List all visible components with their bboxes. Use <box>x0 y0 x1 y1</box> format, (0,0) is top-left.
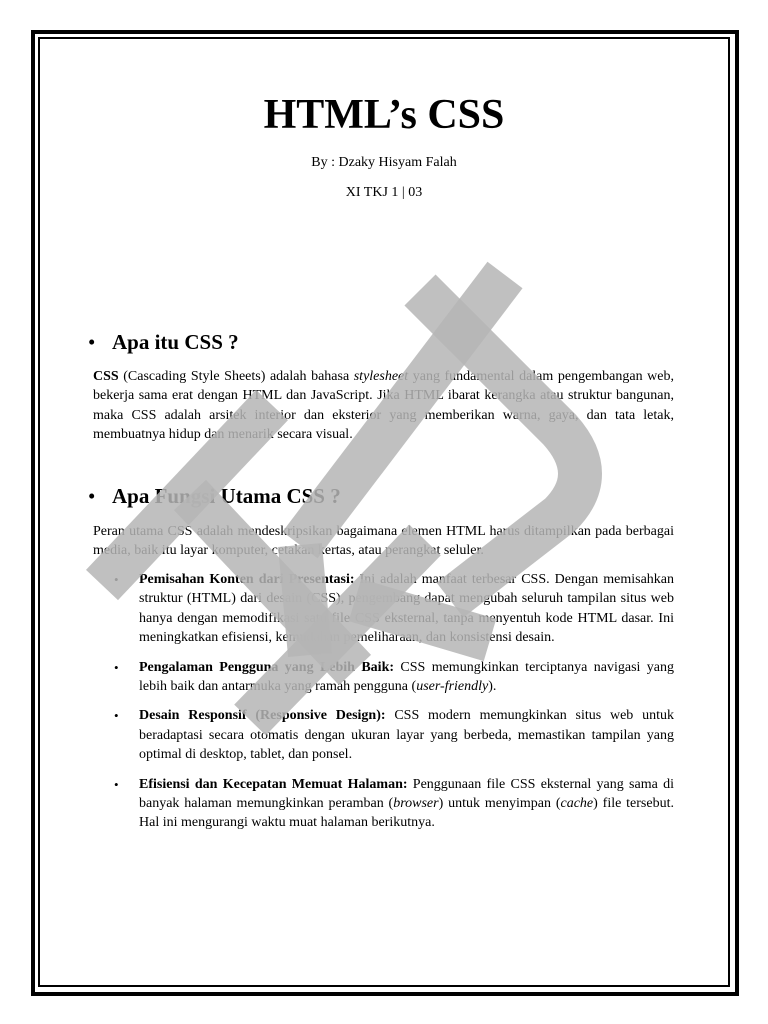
list-item-emphasis: cache <box>560 796 594 812</box>
paragraph-css-role: Peran utama CSS adalah mendeskripsikan bagaimana elemen HTML harus ditampilkan pada berbagai media, baik itu layar komputer, cetakan kertas, atau perangkat seluler. <box>93 524 674 559</box>
list-item-text: CSS modern memungkinkan situs web untuk beradaptasi secara otomatis dengan ukuran layar yang berbeda, memastikan tampilan yang optimal di desktop, tablet, dan ponsel. <box>139 708 674 763</box>
list-item-text: ) file tersebut. Hal ini mengurangi waktu muat halaman berikutnya. <box>139 796 674 831</box>
section-heading-what-is-css: • Apa itu CSS ? <box>112 329 239 355</box>
page-border-inner <box>38 37 730 987</box>
css-functions-list <box>93 570 674 843</box>
document-title: HTML’s CSS <box>263 92 505 138</box>
author-line: By : Dzaky Hisyam Falah <box>311 155 457 170</box>
list-item-emphasis: browser <box>393 796 439 812</box>
list-item-text: CSS memungkinkan terciptanya navigasi yang lebih baik dan antarmuka yang ramah pengguna ( <box>139 659 675 695</box>
list-item-title: Pengalaman Pengguna yang Lebih Baik: <box>139 659 395 675</box>
list-item-emphasis: user-friendly <box>416 679 489 695</box>
section-heading-css-functions: • Apa Fungsi Utama CSS ? <box>112 483 341 509</box>
term-css: CSS <box>93 369 119 384</box>
list-item-title: Desain Responsif (Responsive Design): <box>139 708 386 724</box>
paragraph-text: yang fundamental dalam pengembangan web, bekerja sama erat dengan HTML dan JavaScript. Jika HTML ibarat kerangka atau struktur bangunan, maka CSS adalah arsitek interior dan eksterior yang memberikan warna, gaya, dan tata letak, membuatnya hidup dan menarik secara visual. <box>93 369 674 443</box>
list-item-text: Ini adalah manfaat terbesar CSS. Dengan memisahkan struktur (HTML) dari desain (CSS), pengembang dapat mengubah seluruh tampilan situs web hanya dengan memodifikasi satu file CSS eksternal, tanpa menyentuh kode HTML dasar. Ini meningkatkan efisiensi, kemudahan pemeliharaan, dan konsistensi desain. <box>139 572 674 646</box>
list-item <box>93 706 674 764</box>
list-item-title: Efisiensi dan Kecepatan Memuat Halaman: <box>139 776 408 792</box>
class-info: XI TKJ 1 | 03 <box>345 185 423 200</box>
list-item <box>93 775 674 833</box>
list-item <box>93 658 674 697</box>
term-stylesheet: stylesheet <box>353 369 409 384</box>
list-item-text: ). <box>488 679 497 695</box>
list-item-text: ) untuk menyimpan ( <box>438 796 561 812</box>
list-item-text: Penggunaan file CSS eksternal yang sama di banyak halaman memungkinkan peramban ( <box>139 776 674 812</box>
paragraph-text: (Cascading Style Sheets) adalah bahasa <box>118 369 354 384</box>
list-item <box>93 570 674 648</box>
list-item-title: Pemisahan Konten dari Presentasi: <box>139 572 355 587</box>
paragraph-what-is-css <box>93 367 674 445</box>
